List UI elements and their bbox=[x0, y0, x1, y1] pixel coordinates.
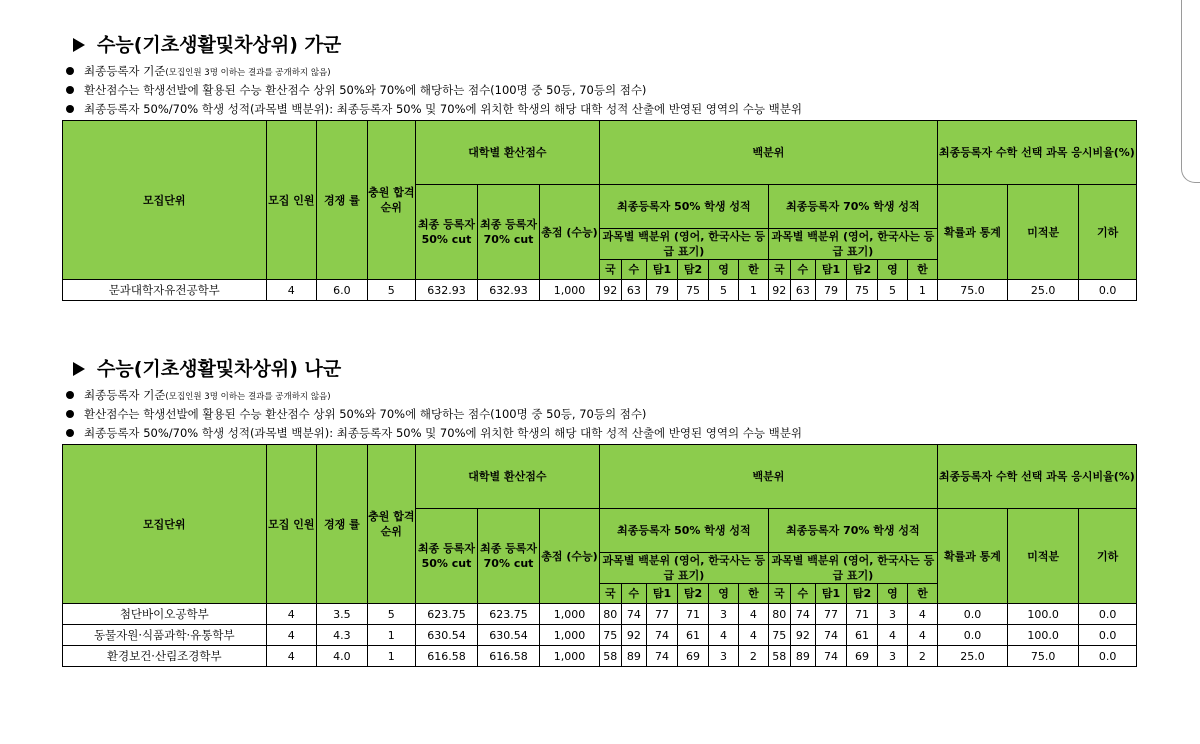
table-cell: 79 bbox=[647, 280, 678, 301]
header-conv50: 최종 등록자 50% cut bbox=[415, 509, 477, 604]
table-cell: 69 bbox=[678, 646, 709, 667]
note-text: 최종등록자 50%/70% 학생 성적(과목별 백분위): 최종등록자 50% 및 70%에 위치한 학생의 해당 대학 성적 산출에 반영된 영역의 수능 백분위 bbox=[84, 102, 802, 116]
header-pct50: 최종등록자 50% 학생 성적 bbox=[599, 509, 768, 553]
header-subject: 수 bbox=[621, 260, 646, 280]
header-subject-note: 과목별 백분위 (영어, 한국사는 등급 표기) bbox=[599, 229, 768, 260]
table-cell: 2 bbox=[738, 646, 768, 667]
table-cell: 1,000 bbox=[540, 280, 600, 301]
table-cell: 25.0 bbox=[937, 646, 1007, 667]
table-cell: 5 bbox=[367, 604, 415, 625]
table-cell: 1,000 bbox=[540, 625, 600, 646]
table-cell: 4 bbox=[878, 625, 908, 646]
header-conv70: 최종 등록자 70% cut bbox=[478, 185, 540, 280]
header-math-col: 미적분 bbox=[1008, 509, 1079, 604]
table-cell: 0.0 bbox=[937, 625, 1007, 646]
header-subject: 영 bbox=[878, 584, 908, 604]
header-unit: 모집단위 bbox=[63, 121, 267, 280]
table-cell: 25.0 bbox=[1008, 280, 1079, 301]
table-cell: 74 bbox=[647, 646, 678, 667]
bullet-icon bbox=[66, 429, 74, 437]
table-cell: 0.0 bbox=[1079, 625, 1137, 646]
table-cell: 100.0 bbox=[1008, 604, 1079, 625]
unit-name-cell: 환경보건·산림조경학부 bbox=[63, 646, 267, 667]
note-text: 최종등록자 50%/70% 학생 성적(과목별 백분위): 최종등록자 50% 및 70%에 위치한 학생의 해당 대학 성적 산출에 반영된 영역의 수능 백분위 bbox=[84, 426, 802, 440]
table-cell: 4 bbox=[738, 604, 768, 625]
table-cell: 63 bbox=[621, 280, 646, 301]
table-cell: 616.58 bbox=[478, 646, 540, 667]
header-math-col: 미적분 bbox=[1008, 185, 1079, 280]
table-cell: 71 bbox=[678, 604, 709, 625]
note-list bbox=[62, 386, 1137, 443]
table-cell: 630.54 bbox=[478, 625, 540, 646]
bullet-icon bbox=[66, 410, 74, 418]
table-cell: 4 bbox=[709, 625, 739, 646]
table-cell: 61 bbox=[847, 625, 878, 646]
header-subject: 한 bbox=[738, 584, 768, 604]
header-competition: 경쟁 률 bbox=[317, 445, 368, 604]
table-cell: 4.3 bbox=[317, 625, 368, 646]
header-math-col: 확률과 통계 bbox=[937, 509, 1007, 604]
table-cell: 4 bbox=[266, 646, 317, 667]
triangle-right-icon bbox=[73, 38, 85, 52]
table-cell: 2 bbox=[907, 646, 937, 667]
table-cell: 75.0 bbox=[937, 280, 1007, 301]
table-cell: 3 bbox=[709, 604, 739, 625]
header-subject-note: 과목별 백분위 (영어, 한국사는 등급 표기) bbox=[599, 553, 768, 584]
table-cell: 63 bbox=[790, 280, 815, 301]
unit-name-cell: 동물자원·식품과학·유통학부 bbox=[63, 625, 267, 646]
header-conv-group: 대학별 환산점수 bbox=[415, 121, 599, 185]
table-cell: 92 bbox=[621, 625, 646, 646]
table-cell: 80 bbox=[599, 604, 621, 625]
table-cell: 0.0 bbox=[1079, 646, 1137, 667]
note-text: 환산점수는 학생선발에 활용된 수능 환산점수 상위 50%와 70%에 해당하는 점수(100명 중 50등, 70등의 점수) bbox=[84, 407, 647, 421]
header-subject: 탐2 bbox=[847, 260, 878, 280]
header-quota: 모집 인원 bbox=[266, 121, 317, 280]
table-cell: 92 bbox=[790, 625, 815, 646]
table-cell: 92 bbox=[599, 280, 621, 301]
table-cell: 75 bbox=[599, 625, 621, 646]
section-na bbox=[62, 354, 1137, 667]
section-title-text: 수능(기초생활및차상위) 나군 bbox=[97, 358, 342, 380]
header-competition: 경쟁 률 bbox=[317, 121, 368, 280]
header-math-group: 최종등록자 수학 선택 과목 응시비율(%) bbox=[937, 121, 1136, 185]
table-cell: 630.54 bbox=[415, 625, 477, 646]
table-cell: 92 bbox=[768, 280, 790, 301]
table-cell: 3 bbox=[878, 646, 908, 667]
header-subject: 탐1 bbox=[815, 584, 846, 604]
header-unit: 모집단위 bbox=[63, 445, 267, 604]
table-cell: 1 bbox=[367, 625, 415, 646]
header-math-col: 기하 bbox=[1079, 185, 1137, 280]
table-cell: 74 bbox=[621, 604, 646, 625]
table-cell: 632.93 bbox=[478, 280, 540, 301]
header-subject: 탐2 bbox=[678, 584, 709, 604]
note-text: 최종등록자 기준 bbox=[84, 64, 166, 78]
header-subject: 영 bbox=[709, 584, 739, 604]
table-cell: 616.58 bbox=[415, 646, 477, 667]
table-cell: 6.0 bbox=[317, 280, 368, 301]
table-cell: 632.93 bbox=[415, 280, 477, 301]
header-conv-group: 대학별 환산점수 bbox=[415, 445, 599, 509]
table-cell: 71 bbox=[847, 604, 878, 625]
table-cell: 75.0 bbox=[1008, 646, 1079, 667]
table-cell: 4 bbox=[907, 604, 937, 625]
header-rank: 충원 합격 순위 bbox=[367, 121, 415, 280]
table-cell: 0.0 bbox=[937, 604, 1007, 625]
table-cell: 74 bbox=[790, 604, 815, 625]
header-subject: 한 bbox=[907, 260, 937, 280]
table-row bbox=[63, 625, 1137, 646]
header-math-col: 확률과 통계 bbox=[937, 185, 1007, 280]
header-subject: 수 bbox=[790, 584, 815, 604]
header-subject: 한 bbox=[907, 584, 937, 604]
header-math-group: 최종등록자 수학 선택 과목 응시비율(%) bbox=[937, 445, 1136, 509]
table-cell: 5 bbox=[709, 280, 739, 301]
table-cell: 74 bbox=[815, 646, 846, 667]
table-cell: 1 bbox=[367, 646, 415, 667]
header-percentile-group: 백분위 bbox=[599, 445, 937, 509]
header-total: 총점 (수능) bbox=[540, 185, 600, 280]
header-math-col: 기하 bbox=[1079, 509, 1137, 604]
table-row bbox=[63, 646, 1137, 667]
bullet-icon bbox=[66, 67, 74, 75]
table-cell: 89 bbox=[790, 646, 815, 667]
table-cell: 5 bbox=[878, 280, 908, 301]
note-small-text: (모집인원 3명 이하는 결과를 공개하지 않음) bbox=[165, 392, 331, 402]
table-cell: 3 bbox=[709, 646, 739, 667]
header-subject: 한 bbox=[738, 260, 768, 280]
header-subject-note: 과목별 백분위 (영어, 한국사는 등급 표기) bbox=[768, 229, 937, 260]
table-cell: 77 bbox=[647, 604, 678, 625]
header-subject: 탐1 bbox=[647, 260, 678, 280]
note-text: 최종등록자 기준 bbox=[84, 388, 166, 402]
header-subject: 국 bbox=[599, 260, 621, 280]
table-cell: 75 bbox=[847, 280, 878, 301]
header-rank: 충원 합격 순위 bbox=[367, 445, 415, 604]
header-subject: 영 bbox=[878, 260, 908, 280]
header-subject: 수 bbox=[621, 584, 646, 604]
results-table bbox=[62, 120, 1137, 301]
table-cell: 58 bbox=[599, 646, 621, 667]
table-cell: 4 bbox=[266, 604, 317, 625]
page-edge-tab bbox=[1181, 0, 1200, 183]
section-ga bbox=[62, 30, 1137, 301]
note-item bbox=[62, 405, 1137, 424]
table-cell: 58 bbox=[768, 646, 790, 667]
header-subject: 수 bbox=[790, 260, 815, 280]
table-cell: 100.0 bbox=[1008, 625, 1079, 646]
note-item bbox=[62, 100, 1137, 119]
note-item bbox=[62, 81, 1137, 100]
note-small-text: (모집인원 3명 이하는 결과를 공개하지 않음) bbox=[165, 68, 331, 78]
table-cell: 0.0 bbox=[1079, 604, 1137, 625]
header-pct70: 최종등록자 70% 학생 성적 bbox=[768, 185, 937, 229]
header-subject: 국 bbox=[599, 584, 621, 604]
table-cell: 623.75 bbox=[478, 604, 540, 625]
header-conv70: 최종 등록자 70% cut bbox=[478, 509, 540, 604]
bullet-icon bbox=[66, 86, 74, 94]
unit-name-cell: 첨단바이오공학부 bbox=[63, 604, 267, 625]
header-pct70: 최종등록자 70% 학생 성적 bbox=[768, 509, 937, 553]
table-cell: 5 bbox=[367, 280, 415, 301]
table-row bbox=[63, 280, 1137, 301]
header-subject: 탐1 bbox=[815, 260, 846, 280]
note-item bbox=[62, 62, 1137, 81]
section-title bbox=[62, 354, 1137, 384]
table-row bbox=[63, 604, 1137, 625]
header-subject: 국 bbox=[768, 260, 790, 280]
table-cell: 4 bbox=[907, 625, 937, 646]
table-cell: 3.5 bbox=[317, 604, 368, 625]
header-quota: 모집 인원 bbox=[266, 445, 317, 604]
table-cell: 0.0 bbox=[1079, 280, 1137, 301]
note-item bbox=[62, 386, 1137, 405]
header-subject: 탐2 bbox=[678, 260, 709, 280]
table-cell: 1 bbox=[738, 280, 768, 301]
table-cell: 77 bbox=[815, 604, 846, 625]
header-total: 총점 (수능) bbox=[540, 509, 600, 604]
table-cell: 74 bbox=[647, 625, 678, 646]
header-subject-note: 과목별 백분위 (영어, 한국사는 등급 표기) bbox=[768, 553, 937, 584]
note-item bbox=[62, 424, 1137, 443]
table-cell: 4 bbox=[266, 280, 317, 301]
header-subject: 국 bbox=[768, 584, 790, 604]
header-pct50: 최종등록자 50% 학생 성적 bbox=[599, 185, 768, 229]
header-subject: 탐2 bbox=[847, 584, 878, 604]
header-percentile-group: 백분위 bbox=[599, 121, 937, 185]
table-cell: 75 bbox=[768, 625, 790, 646]
table-cell: 61 bbox=[678, 625, 709, 646]
header-conv50: 최종 등록자 50% cut bbox=[415, 185, 477, 280]
table-cell: 74 bbox=[815, 625, 846, 646]
unit-name-cell: 문과대학자유전공학부 bbox=[63, 280, 267, 301]
note-text: 환산점수는 학생선발에 활용된 수능 환산점수 상위 50%와 70%에 해당하는 점수(100명 중 50등, 70등의 점수) bbox=[84, 83, 647, 97]
table-cell: 4 bbox=[738, 625, 768, 646]
section-title bbox=[62, 30, 1137, 60]
table-cell: 1 bbox=[907, 280, 937, 301]
section-title-text: 수능(기초생활및차상위) 가군 bbox=[97, 34, 342, 56]
results-table bbox=[62, 444, 1137, 667]
table-cell: 80 bbox=[768, 604, 790, 625]
bullet-icon bbox=[66, 391, 74, 399]
table-cell: 75 bbox=[678, 280, 709, 301]
header-subject: 탐1 bbox=[647, 584, 678, 604]
header-subject: 영 bbox=[709, 260, 739, 280]
bullet-icon bbox=[66, 105, 74, 113]
table-cell: 623.75 bbox=[415, 604, 477, 625]
table-cell: 89 bbox=[621, 646, 646, 667]
table-cell: 4.0 bbox=[317, 646, 368, 667]
table-cell: 1,000 bbox=[540, 604, 600, 625]
table-cell: 69 bbox=[847, 646, 878, 667]
table-cell: 4 bbox=[266, 625, 317, 646]
table-cell: 79 bbox=[815, 280, 846, 301]
triangle-right-icon bbox=[73, 362, 85, 376]
table-cell: 3 bbox=[878, 604, 908, 625]
note-list bbox=[62, 62, 1137, 119]
table-cell: 1,000 bbox=[540, 646, 600, 667]
